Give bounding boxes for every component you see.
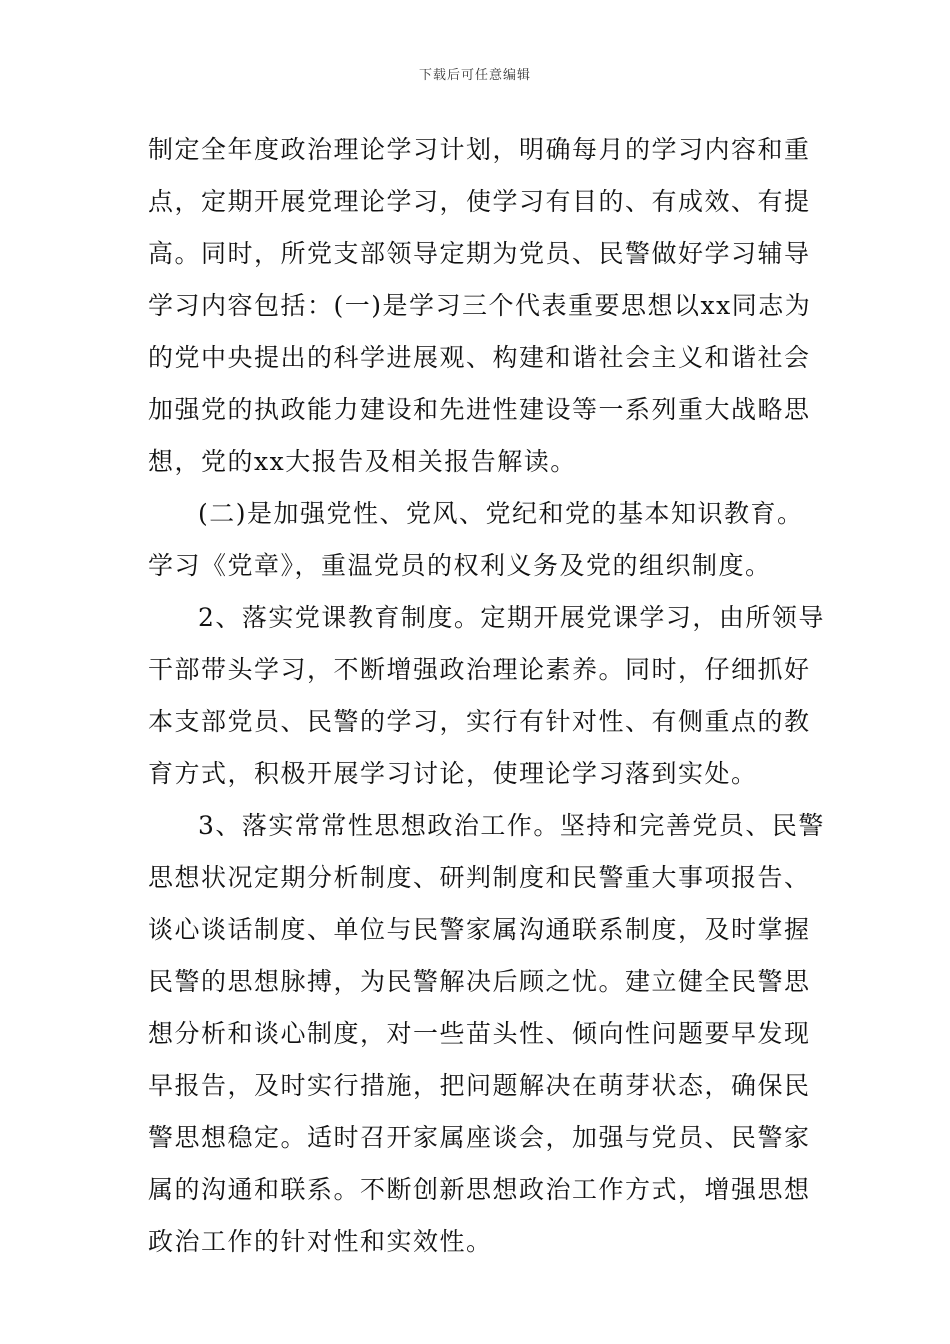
text-line: 属的沟通和联系。不断创新思想政治工作方式，增强思想 bbox=[148, 1175, 811, 1204]
page-header: 下载后可任意编辑 bbox=[418, 68, 531, 83]
text-line: 民警的思想脉搏，为民警解决后顾之忧。建立健全民警思 bbox=[148, 967, 811, 996]
text-line: 思想状况定期分析制度、研判制度和民警重大事项报告、 bbox=[148, 863, 811, 892]
text-line: 本支部党员、民警的学习，实行有针对性、有侧重点的教 bbox=[148, 707, 811, 736]
text-line: 学习《党章》，重温党员的权利义务及党的组织制度。 bbox=[148, 551, 772, 580]
text-line: 制定全年度政治理论学习计划，明确每月的学习内容和重 bbox=[148, 135, 811, 164]
text-line: 的党中央提出的科学进展观、构建和谐社会主义和谐社会 bbox=[148, 343, 811, 372]
text-line: 学习内容包括：(一)是学习三个代表重要思想以xx同志为 bbox=[148, 291, 812, 320]
text-line: 3、落实常常性思想政治工作。坚持和完善党员、民警 bbox=[198, 811, 825, 840]
document-body bbox=[148, 124, 825, 1268]
text-line: 高。同时，所党支部领导定期为党员、民警做好学习辅导 bbox=[148, 239, 811, 268]
text-line: 警思想稳定。适时召开家属座谈会，加强与党员、民警家 bbox=[148, 1123, 811, 1152]
text-line: 想分析和谈心制度，对一些苗头性、倾向性问题要早发现 bbox=[148, 1019, 811, 1048]
text-line: 点，定期开展党理论学习，使学习有目的、有成效、有提 bbox=[148, 187, 811, 216]
text-line: 早报告，及时实行措施，把问题解决在萌芽状态，确保民 bbox=[148, 1071, 811, 1100]
text-line: 干部带头学习，不断增强政治理论素养。同时，仔细抓好 bbox=[148, 655, 811, 684]
text-line: 谈心谈话制度、单位与民警家属沟通联系制度，及时掌握 bbox=[148, 915, 811, 944]
text-line: 育方式，积极开展学习讨论，使理论学习落到实处。 bbox=[148, 759, 758, 788]
text-line: 加强党的执政能力建设和先进性建设等一系列重大战略思 bbox=[148, 395, 811, 424]
text-line: 政治工作的针对性和实效性。 bbox=[148, 1227, 493, 1256]
text-line: 2、落实党课教育制度。定期开展党课学习，由所领导 bbox=[198, 603, 825, 632]
text-line: 想，党的xx大报告及相关报告解读。 bbox=[148, 447, 577, 476]
text-line: (二)是加强党性、党风、党纪和党的基本知识教育。 bbox=[198, 499, 804, 528]
